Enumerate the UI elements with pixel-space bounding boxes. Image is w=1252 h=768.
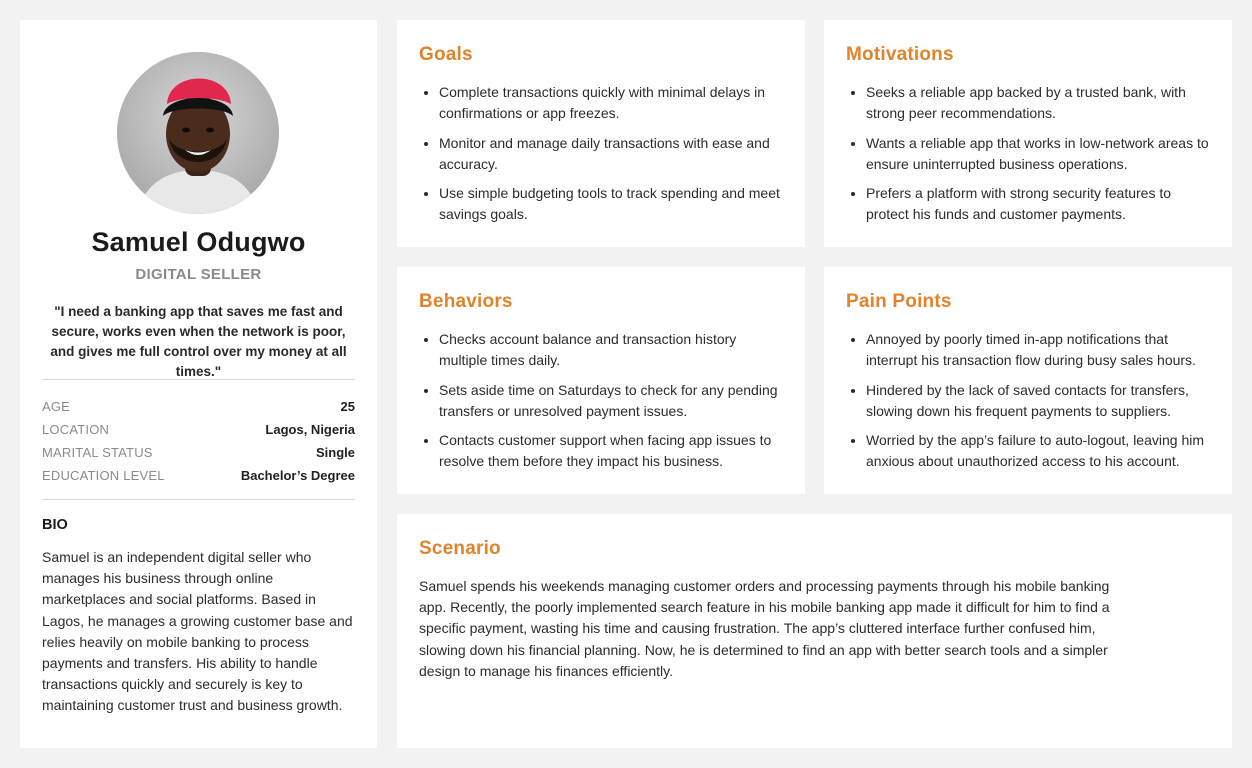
list-item: • Sets aside time on Saturdays to check for any pending transfers or unresolved payment issues. [439, 380, 787, 422]
scenario-card [397, 514, 1232, 748]
list-item: • Seeks a reliable app backed by a trusted bank, with strong peer recommendations. [866, 82, 1214, 124]
persona-name: Samuel Odugwo [91, 227, 306, 257]
list-item: • Hindered by the lack of saved contacts for transfers, slowing down his frequent payments to suppliers. [866, 380, 1214, 422]
list-item: • Complete transactions quickly with minimal delays in confirmations or app freezes. [439, 82, 787, 124]
fact-label: AGE [42, 399, 71, 414]
fact-label: MARITAL STATUS [42, 445, 153, 460]
divider [42, 499, 355, 500]
fact-value: Single [315, 445, 355, 460]
motivations-list [846, 82, 1214, 234]
behaviors-card [397, 267, 805, 494]
fact-value: 25 [340, 399, 355, 414]
fact-row-age [42, 395, 355, 418]
section-title: Pain Points [846, 291, 952, 312]
list-item: • Prefers a platform with strong security features to protect his funds and customer payments. [866, 183, 1214, 225]
fact-value: Bachelor’s Degree [240, 468, 355, 483]
section-title: Behaviors [419, 291, 513, 312]
list-item: • Monitor and manage daily transactions with ease and accuracy. [439, 133, 787, 175]
profile-card [20, 20, 377, 748]
fact-label: LOCATION [42, 422, 110, 437]
list-item: • Annoyed by poorly timed in-app notifications that interrupt his transaction flow during busy sales hours. [866, 329, 1214, 371]
persona-facts [42, 395, 355, 487]
fact-value: Lagos, Nigeria [265, 422, 355, 437]
divider [42, 379, 355, 380]
section-title: Goals [419, 44, 473, 65]
motivations-card [824, 20, 1232, 247]
behaviors-list [419, 329, 787, 481]
list-item: • Contacts customer support when facing app issues to resolve them before they impact his business. [439, 430, 787, 472]
fact-label: EDUCATION LEVEL [42, 468, 165, 483]
avatar [117, 52, 279, 214]
pain-points-list [846, 329, 1214, 481]
persona-role: DIGITAL SELLER [135, 266, 262, 283]
section-title: Scenario [419, 538, 501, 559]
goals-card [397, 20, 805, 247]
fact-row-education-level [42, 464, 355, 487]
fact-row-marital-status [42, 441, 355, 464]
fact-row-location [42, 418, 355, 441]
bio-heading: BIO [42, 517, 68, 533]
bio-text: Samuel is an independent digital seller who manages his business through online marketplaces and social platforms. Based in Lagos, he manages a growing customer base and relies heavily on mobile banking to process payments and transfers. His ability to handle transactions quickly and securely is key to maintaining customer trust and business growth. [42, 549, 353, 714]
list-item: • Checks account balance and transaction history multiple times daily. [439, 329, 787, 371]
pain-points-card [824, 267, 1232, 494]
list-item: • Worried by the app’s failure to auto-logout, leaving him anxious about unauthorized access to his account. [866, 430, 1214, 472]
goals-list [419, 82, 787, 234]
list-item: • Wants a reliable app that works in low-network areas to ensure uninterrupted business operations. [866, 133, 1214, 175]
section-title: Motivations [846, 44, 954, 65]
persona-quote: "I need a banking app that saves me fast and secure, works even when the network is poor, and gives me full control over my money at all times." [50, 304, 347, 379]
avatar-photo [117, 52, 279, 214]
list-item: • Use simple budgeting tools to track spending and meet savings goals. [439, 183, 787, 225]
scenario-text: Samuel spends his weekends managing customer orders and processing payments through his mobile banking app. Recently, the poorly implemented search feature in his mobile banking app made it difficult for him to find a specific payment, wasting his time and causing frustration. The app’s cluttered interface further confused him, slowing down his financial planning. Now, he is determined to find an app with better search tools and a simpler design to manage his finances efficiently. [419, 578, 1110, 679]
